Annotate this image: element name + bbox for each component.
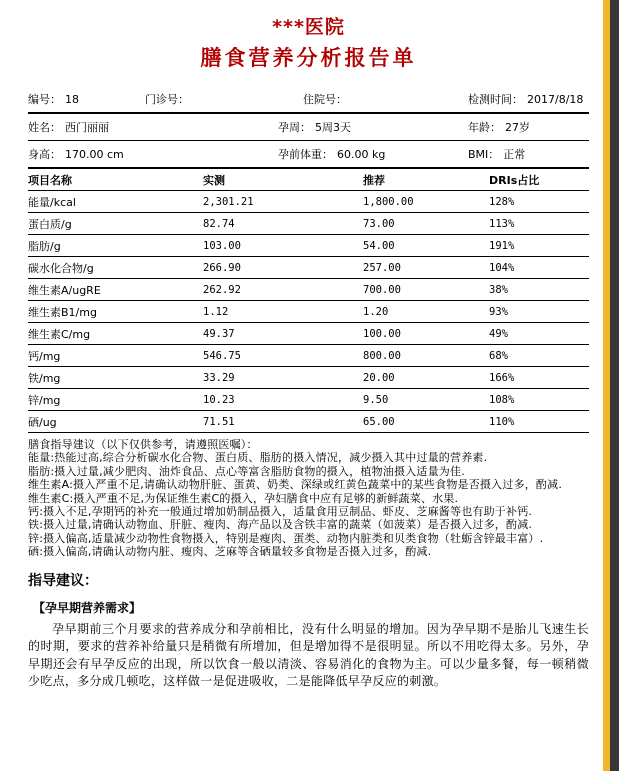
- nutrient-value: 33.29: [203, 367, 363, 389]
- dietary-advice-heading: 膳食指导建议（以下仅供参考，请遵照医嘱）：: [28, 438, 258, 451]
- advice-line: 维生素C:摄入严重不足,为保证维生素C的摄入，孕妇膳食中应有足够的新鲜蔬菜、水果.: [28, 491, 459, 505]
- nutrient-name: 锌/mg: [28, 389, 203, 411]
- patient-info-field: [145, 91, 303, 107]
- guidance-subheading: 【孕早期营养需求】: [33, 600, 142, 615]
- patient-info-field: [303, 91, 468, 107]
- nutrient-value: 65.00: [363, 411, 489, 433]
- window-edge-yellow-stripe: [603, 0, 610, 771]
- nutrient-value: 191%: [489, 235, 589, 257]
- advice-line: 钙:摄入不足,孕期钙的补充一般通过增加奶制品摄入，适量食用豆制品、虾皮、芝麻酱等也有助于补钙.: [28, 505, 533, 519]
- nutrient-value: 9.50: [363, 389, 489, 411]
- field-label: 孕周：: [278, 121, 311, 134]
- nutrient-name: 维生素A/ugRE: [28, 279, 203, 301]
- dietary-advice-block: [28, 438, 589, 559]
- patient-info-row: [28, 141, 589, 167]
- nutrient-name: 能量/kcal: [28, 191, 203, 213]
- table-row: [28, 367, 589, 389]
- table-row: [28, 213, 589, 235]
- window-edge-dark-stripe: [610, 0, 619, 771]
- column-header: 项目名称: [28, 168, 203, 191]
- advice-line: 硒:摄入偏高,请确认动物内脏、瘦肉、芝麻等含硒量较多食物是否摄入过多，酌减.: [28, 545, 432, 559]
- nutrient-table: [28, 167, 589, 433]
- field-label: 姓名：: [28, 121, 61, 134]
- table-row: [28, 191, 589, 213]
- nutrient-value: 257.00: [363, 257, 489, 279]
- hospital-title: ***医院: [272, 16, 345, 38]
- nutrient-name: 维生素C/mg: [28, 323, 203, 345]
- guidance-heading: 指导建议：: [28, 572, 98, 589]
- nutrient-value: 113%: [489, 213, 589, 235]
- patient-info-field: [468, 146, 589, 162]
- table-row: [28, 301, 589, 323]
- patient-info-field: [278, 146, 468, 162]
- guidance-paragraph: 孕早期前三个月要求的营养成分和孕前相比，没有什么明显的增加。因为孕早期不是胎儿飞速生长的时期，要求的营养补给量只是稍微有所增加，但是增加得不是很明显。所以不用吃得太多。另外，孕早期还会有早孕反应的出现，所以饮食一般以清淡、容易消化的食物为主。可以少量多餐，每一顿稍微少吃点，多分成几顿吃，这样做一是促进吸收，二是能降低早孕反应的刺激。: [28, 621, 589, 689]
- nutrient-value: 73.00: [363, 213, 489, 235]
- table-row: [28, 389, 589, 411]
- column-header: 实测: [203, 168, 363, 191]
- patient-info-field: [28, 91, 145, 107]
- nutrient-value: 262.92: [203, 279, 363, 301]
- field-label: BMI：: [468, 148, 500, 161]
- field-value: 正常: [503, 148, 526, 161]
- nutrient-table-head: [28, 168, 589, 191]
- nutrient-value: 38%: [489, 279, 589, 301]
- field-label: 门诊号：: [145, 93, 189, 106]
- field-label: 住院号：: [303, 93, 347, 106]
- nutrient-value: 93%: [489, 301, 589, 323]
- report-title: 膳食营养分析报告单: [200, 46, 417, 70]
- nutrient-value: 800.00: [363, 345, 489, 367]
- nutrient-value: 71.51: [203, 411, 363, 433]
- nutrient-name: 碳水化合物/g: [28, 257, 203, 279]
- nutrient-value: 68%: [489, 345, 589, 367]
- column-header: DRIs占比: [489, 168, 589, 191]
- field-label: 编号：: [28, 93, 61, 106]
- table-row: [28, 345, 589, 367]
- advice-line: 能量:热能过高,综合分析碳水化合物、蛋白质、脂肪的摄入情况，减少摄入其中过量的营养素.: [28, 451, 488, 465]
- nutrient-table-body: [28, 191, 589, 433]
- field-value: 2017/8/18: [527, 93, 584, 106]
- nutrient-name: 维生素B1/mg: [28, 301, 203, 323]
- nutrient-table-header-row: [28, 168, 589, 191]
- field-value: 27岁: [505, 121, 530, 134]
- field-value: 170.00 cm: [65, 148, 124, 161]
- patient-info-row: [28, 86, 589, 114]
- nutrient-value: 110%: [489, 411, 589, 433]
- field-value: 西门丽丽: [65, 121, 109, 134]
- nutrient-name: 硒/ug: [28, 411, 203, 433]
- nutrient-name: 脂肪/g: [28, 235, 203, 257]
- nutrient-value: 20.00: [363, 367, 489, 389]
- nutrient-value: 1.12: [203, 301, 363, 323]
- advice-line: 维生素A:摄入严重不足,请确认动物肝脏、蛋黄、奶类、深绿或红黄色蔬菜中的某些食物是否摄入过多，酌减.: [28, 478, 563, 492]
- nutrient-value: 100.00: [363, 323, 489, 345]
- field-label: 孕前体重：: [278, 148, 333, 161]
- patient-info-field: [278, 119, 468, 135]
- table-row: [28, 279, 589, 301]
- nutrient-value: 546.75: [203, 345, 363, 367]
- patient-info-row: [28, 114, 589, 141]
- nutrient-value: 54.00: [363, 235, 489, 257]
- advice-line: 铁:摄入过量,请确认动物血、肝脏、瘦肉、海产品以及含铁丰富的蔬菜（如菠菜）是否摄入过多，酌减.: [28, 518, 533, 532]
- nutrient-name: 钙/mg: [28, 345, 203, 367]
- table-row: [28, 411, 589, 433]
- nutrient-name: 铁/mg: [28, 367, 203, 389]
- nutrient-name: 蛋白质/g: [28, 213, 203, 235]
- field-label: 年龄：: [468, 121, 501, 134]
- nutrient-value: 700.00: [363, 279, 489, 301]
- table-row: [28, 235, 589, 257]
- field-value: 5周3天: [315, 121, 351, 134]
- table-row: [28, 323, 589, 345]
- advice-line: 锌:摄入偏高,适量减少动物性食物摄入，特别是瘦肉、蛋类、动物内脏类和贝类食物（牡蛎含锌最丰富）.: [28, 531, 544, 545]
- nutrient-value: 82.74: [203, 213, 363, 235]
- nutrient-value: 1.20: [363, 301, 489, 323]
- nutrient-value: 1,800.00: [363, 191, 489, 213]
- patient-info-field: [28, 119, 278, 135]
- patient-info-field: [468, 91, 589, 107]
- table-row: [28, 257, 589, 279]
- field-value: 60.00 kg: [337, 148, 386, 161]
- patient-info-field: [468, 119, 589, 135]
- patient-info-block: [28, 86, 589, 167]
- field-label: 身高：: [28, 148, 61, 161]
- column-header: 推荐: [363, 168, 489, 191]
- field-value: 18: [65, 93, 79, 106]
- patient-info-field: [28, 146, 278, 162]
- nutrient-value: 2,301.21: [203, 191, 363, 213]
- nutrient-value: 49.37: [203, 323, 363, 345]
- nutrient-value: 266.90: [203, 257, 363, 279]
- nutrient-value: 10.23: [203, 389, 363, 411]
- nutrient-value: 128%: [489, 191, 589, 213]
- nutrient-value: 104%: [489, 257, 589, 279]
- nutrient-value: 108%: [489, 389, 589, 411]
- nutrient-value: 166%: [489, 367, 589, 389]
- field-label: 检测时间：: [468, 93, 523, 106]
- nutrient-value: 103.00: [203, 235, 363, 257]
- nutrient-value: 49%: [489, 323, 589, 345]
- advice-line: 脂肪:摄入过量,减少肥肉、油炸食品、点心等富含脂肪食物的摄入，植物油摄入适量为佳.: [28, 464, 465, 478]
